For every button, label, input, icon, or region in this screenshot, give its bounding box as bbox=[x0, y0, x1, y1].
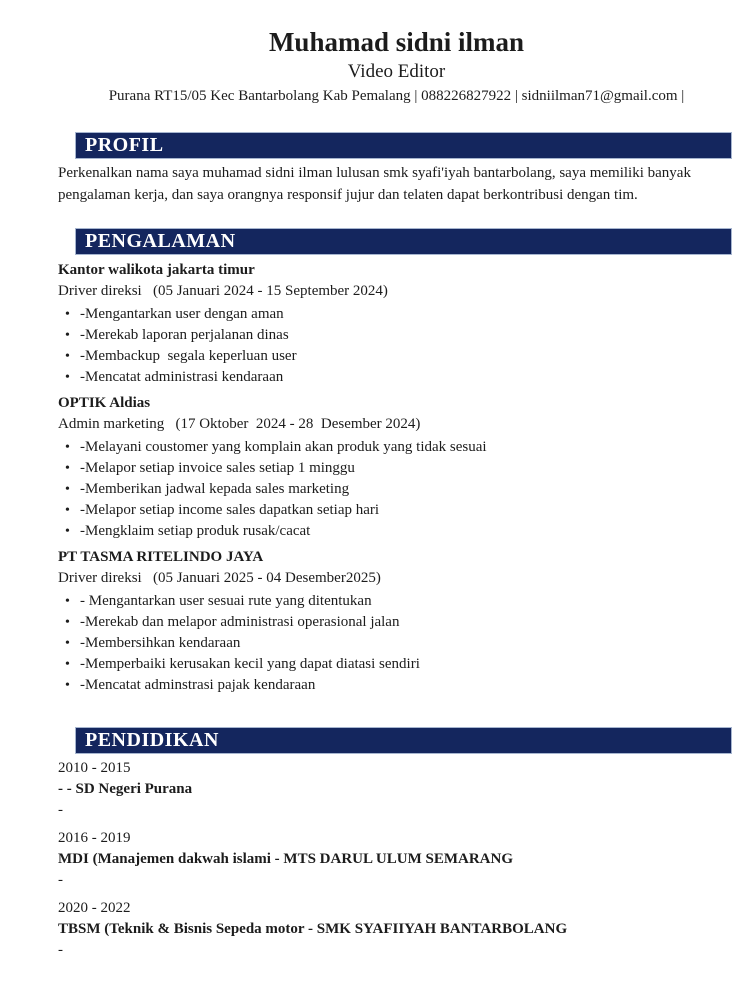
job-duty-item: • -Merekab laporan perjalanan dinas bbox=[58, 325, 735, 346]
job-company-name: OPTIK Aldias bbox=[58, 395, 151, 411]
job-entry bbox=[58, 260, 735, 388]
education-note: - bbox=[58, 872, 63, 888]
education-note: - bbox=[58, 942, 63, 958]
job-company-name: PT TASMA RITELINDO JAYA bbox=[58, 549, 264, 565]
job-entry bbox=[58, 547, 735, 696]
person-job-title: Video Editor bbox=[347, 61, 446, 82]
job-role-and-dates: Admin marketing (17 Oktober 2024 - 28 Desember 2024) bbox=[58, 416, 421, 432]
job-entry bbox=[58, 393, 735, 542]
section-heading-pengalaman: PENGALAMAN bbox=[75, 228, 732, 255]
job-duty-item: • -Membersihkan kendaraan bbox=[58, 633, 735, 654]
experience-section bbox=[58, 260, 735, 696]
education-years: 2016 - 2019 bbox=[58, 830, 131, 846]
job-duties-list bbox=[58, 304, 735, 388]
education-school: MDI (Manajemen dakwah islami - MTS DARUL ULUM SEMARANG bbox=[58, 851, 514, 867]
person-name: Muhamad sidni ilman bbox=[268, 27, 525, 57]
job-role-and-dates: Driver direksi (05 Januari 2025 - 04 Desember2025) bbox=[58, 570, 381, 586]
job-duty-item: • -Mencatat adminstrasi pajak kendaraan bbox=[58, 675, 735, 696]
job-duty-item: • -Melayani coustomer yang komplain akan produk yang tidak sesuai bbox=[58, 437, 735, 458]
education-school: - - SD Negeri Purana bbox=[58, 781, 193, 797]
job-role-and-dates: Driver direksi (05 Januari 2024 - 15 September 2024) bbox=[58, 283, 388, 299]
job-duty-item: • -Melapor setiap invoice sales setiap 1 minggu bbox=[58, 458, 735, 479]
education-entry bbox=[58, 828, 735, 891]
job-company-name: Kantor walikota jakarta timur bbox=[58, 262, 255, 278]
contact-line: Purana RT15/05 Kec Bantarbolang Kab Pemalang | 088226827922 | sidniilman71@gmail.com | bbox=[108, 88, 685, 104]
education-school: TBSM (Teknik & Bisnis Sepeda motor - SMK SYAFIIYAH BANTARBOLANG bbox=[58, 921, 568, 937]
job-duty-item: • - Mengantarkan user sesuai rute yang ditentukan bbox=[58, 591, 735, 612]
job-duty-item: • -Membackup segala keperluan user bbox=[58, 346, 735, 367]
job-duty-item: • -Merekab dan melapor administrasi operasional jalan bbox=[58, 612, 735, 633]
section-heading-pendidikan: PENDIDIKAN bbox=[75, 727, 732, 754]
education-entry bbox=[58, 898, 735, 961]
job-duty-item: • -Mengantarkan user dengan aman bbox=[58, 304, 735, 325]
job-duty-item: • -Memperbaiki kerusakan kecil yang dapat diatasi sendiri bbox=[58, 654, 735, 675]
job-duty-item: • -Memberikan jadwal kepada sales marketing bbox=[58, 479, 735, 500]
education-section bbox=[58, 758, 735, 961]
job-duty-item: • -Mencatat administrasi kendaraan bbox=[58, 367, 735, 388]
education-entry bbox=[58, 758, 735, 821]
job-duties-list bbox=[58, 437, 735, 542]
job-duty-item: • -Mengklaim setiap produk rusak/cacat bbox=[58, 521, 735, 542]
job-duty-item: • -Melapor setiap income sales dapatkan setiap hari bbox=[58, 500, 735, 521]
section-heading-profil: PROFIL bbox=[75, 132, 732, 159]
education-years: 2020 - 2022 bbox=[58, 900, 131, 916]
education-years: 2010 - 2015 bbox=[58, 760, 131, 776]
job-duties-list bbox=[58, 591, 735, 696]
profile-summary: Perkenalkan nama saya muhamad sidni ilman lulusan smk syafi'iyah bantarbolang, saya memiliki banyak pengalaman kerja, dan saya orangnya responsif jujur dan telaten dapat berkontribusi dengan tim. bbox=[58, 165, 695, 203]
education-note: - bbox=[58, 802, 63, 818]
